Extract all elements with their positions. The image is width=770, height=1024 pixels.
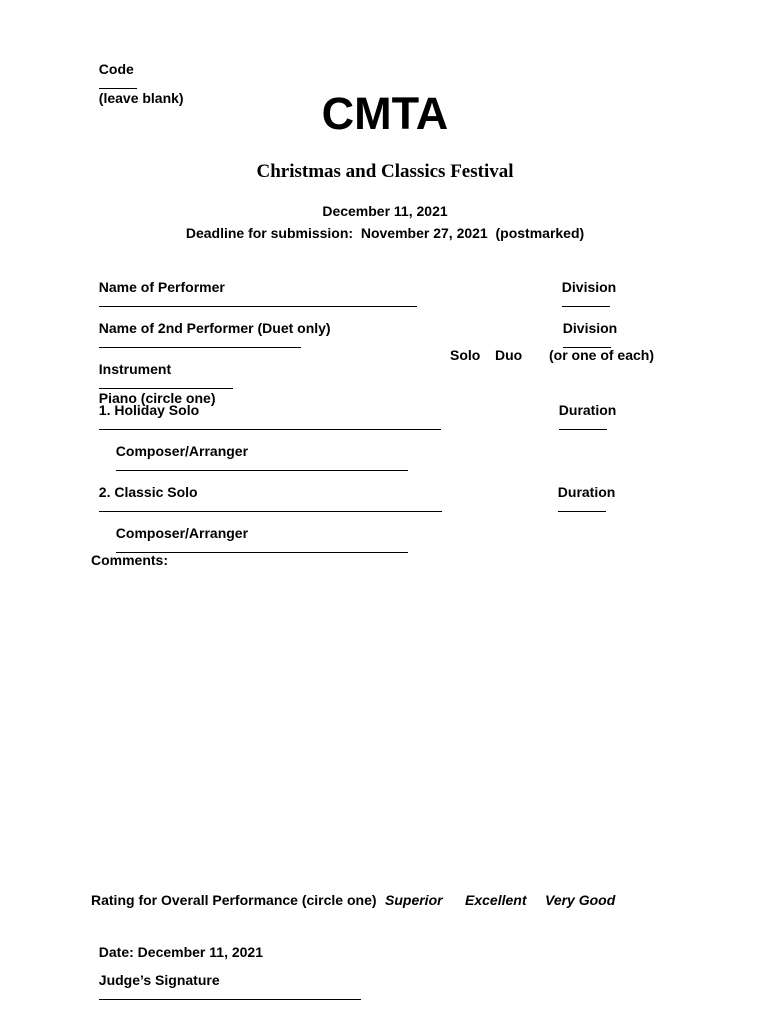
duration-blank-1[interactable] xyxy=(559,417,607,430)
option-duo[interactable]: Duo xyxy=(495,347,523,363)
option-solo[interactable]: Solo xyxy=(450,347,481,363)
composer-label-2: Composer/Arranger xyxy=(115,525,249,541)
duration-label-1: Duration xyxy=(558,402,617,418)
comments-label: Comments: xyxy=(91,552,169,568)
rating-superior[interactable]: Superior xyxy=(385,892,443,908)
instrument-label: Instrument xyxy=(98,361,172,377)
rating-excellent[interactable]: Excellent xyxy=(465,892,527,908)
division-blank-1[interactable] xyxy=(562,294,610,307)
holiday-solo-label: 1. Holiday Solo xyxy=(98,402,200,418)
composer-row-2 xyxy=(108,512,408,555)
division-label-2: Division xyxy=(562,320,618,336)
composer-blank-1[interactable] xyxy=(116,458,408,471)
performer-row xyxy=(91,266,417,309)
performer2-label: Name of 2nd Performer (Duet only) xyxy=(98,320,331,336)
instrument-blank[interactable] xyxy=(99,376,233,389)
composer-row-1 xyxy=(108,430,408,473)
classic-solo-label: 2. Classic Solo xyxy=(98,484,198,500)
page-title: CMTA xyxy=(321,88,449,139)
comments-area[interactable] xyxy=(91,575,671,875)
classic-solo-blank[interactable] xyxy=(99,499,442,512)
signature-label: Judge’s Signature xyxy=(98,972,220,988)
performer2-blank[interactable] xyxy=(99,335,301,348)
duration-label-2: Duration xyxy=(557,484,616,500)
holiday-solo-blank[interactable] xyxy=(99,417,441,430)
event-date: December 11, 2021 xyxy=(322,203,448,219)
performer2-row xyxy=(91,307,331,350)
signature-blank[interactable] xyxy=(99,987,361,1000)
duration-row-2 xyxy=(550,471,615,514)
footer-row xyxy=(91,931,361,1002)
classic-solo-row xyxy=(91,471,442,514)
holiday-solo-row xyxy=(91,389,441,432)
division-label-1: Division xyxy=(561,279,617,295)
rating-very-good[interactable]: Very Good xyxy=(545,892,616,908)
division-row-2 xyxy=(555,307,617,350)
code-note: (leave blank) xyxy=(98,90,184,106)
option-one-each[interactable]: (or one of each) xyxy=(549,347,655,363)
rating-label: Rating for Overall Performance (circle one) xyxy=(91,892,377,908)
festival-subtitle: Christmas and Classics Festival xyxy=(256,161,514,182)
division-row-1 xyxy=(554,266,616,309)
duration-blank-2[interactable] xyxy=(558,499,606,512)
footer-date: Date: December 11, 2021 xyxy=(98,944,263,960)
performer-label: Name of Performer xyxy=(98,279,225,295)
piano-label: Piano (circle one) xyxy=(98,390,216,406)
performer-blank[interactable] xyxy=(99,294,417,307)
duration-row-1 xyxy=(551,389,616,432)
code-label: Code xyxy=(98,61,134,77)
composer-label-1: Composer/Arranger xyxy=(115,443,249,459)
deadline-text: Deadline for submission: November 27, 2021 (postmarked) xyxy=(185,225,585,241)
